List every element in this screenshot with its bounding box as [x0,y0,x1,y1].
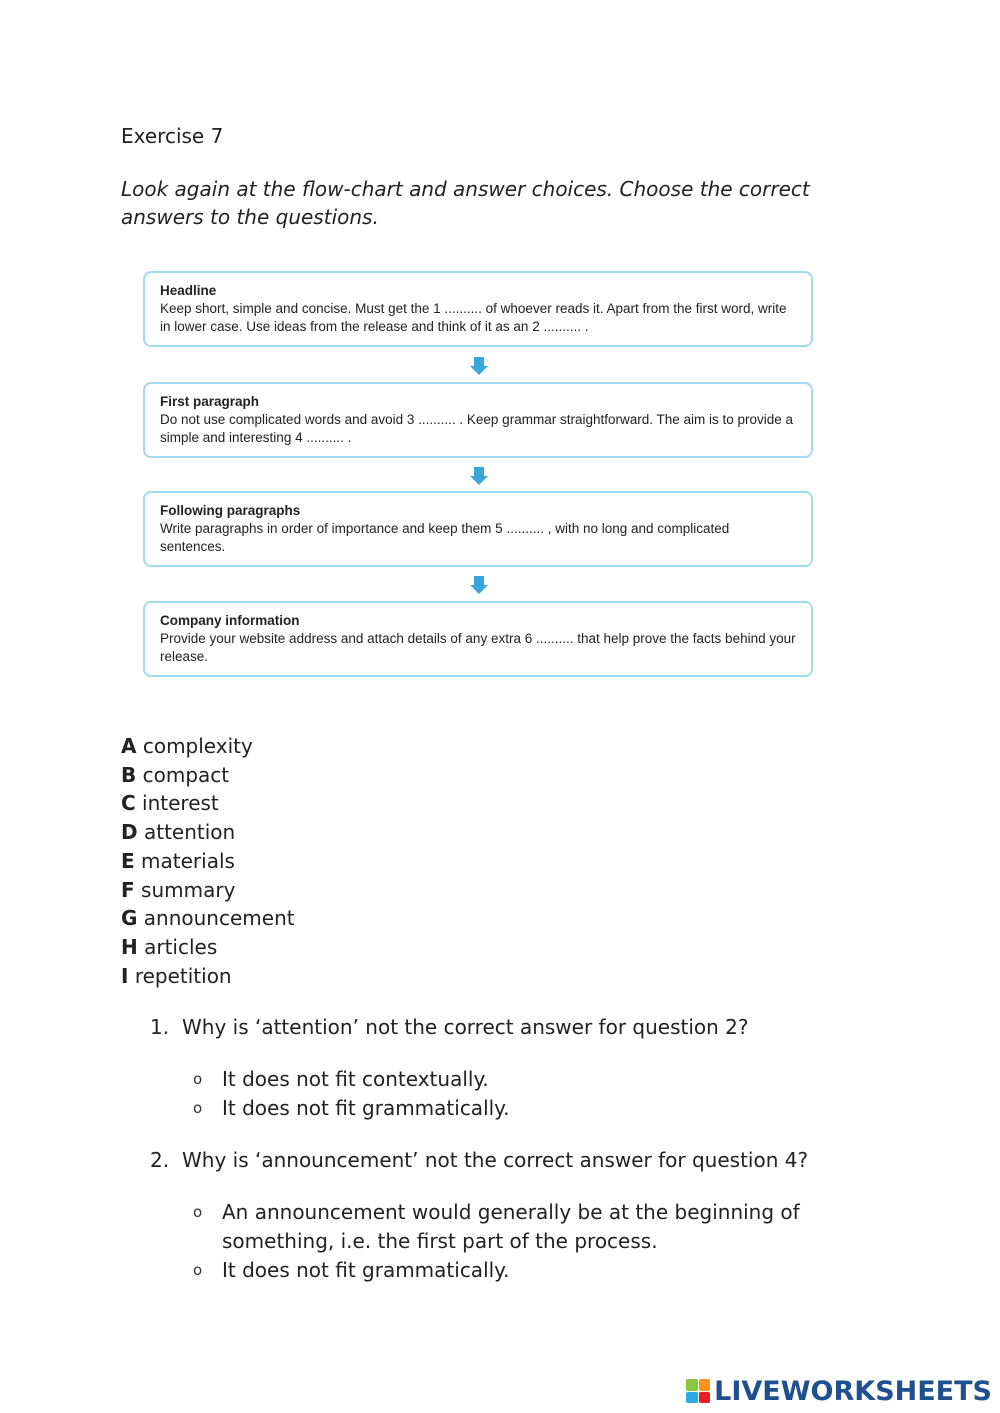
option-word: complexity [142,734,253,758]
flow-box-headline [143,271,813,347]
option-letter: A [121,734,137,758]
option-word: summary [141,877,236,902]
down-arrow-icon [469,356,489,376]
answer-choice[interactable] [193,1256,813,1285]
option-letter: G [121,906,138,931]
option-letter: F [121,877,135,902]
answer-text[interactable]: It does not fit grammatically. [222,1096,510,1120]
question-text: Why is ‘attention’ not the correct answer for question 2? [182,1015,749,1039]
answer-choice[interactable] [193,1094,813,1123]
question-number: 1. [150,1015,170,1039]
option-letter: E [121,848,135,873]
radio-bullet-icon[interactable]: o [193,1203,203,1221]
flow-box-title: Company information [160,613,300,628]
option-letter: H [121,934,138,959]
answer-text[interactable]: It does not fit grammatically. [222,1258,510,1282]
flow-box-following-paragraphs [143,491,813,567]
option-item [121,789,295,818]
option-word: compact [142,762,230,787]
option-item [121,732,295,761]
option-word: articles [144,934,218,959]
down-arrow-icon [469,466,489,486]
question-text: Why is ‘announcement’ not the correct answer for question 4? [182,1148,809,1172]
option-item [121,962,295,991]
answer-choice[interactable] [193,1198,813,1256]
option-letter: D [121,820,138,845]
flow-box-body: Provide your website address and attach details of any extra 6 .......... that help prove the facts behind your release. [160,631,796,664]
radio-bullet-icon[interactable]: o [193,1261,203,1279]
option-item [121,876,295,905]
answer-text[interactable]: An announcement would generally be at the beginning of something, i.e. the first part of the process. [222,1200,800,1253]
flow-box-title: Headline [160,283,217,298]
option-word: materials [141,848,235,873]
flow-box-body: Keep short, simple and concise. Must get the 1 .......... of whoever reads it. Apart from the first word, write in lower case. Use ideas from the release and think of it as an 2 .......... . [160,301,787,334]
radio-bullet-icon[interactable]: o [193,1099,203,1117]
answer-text[interactable]: It does not fit contextually. [222,1067,489,1091]
brand-name: LIVEWORKSHEETS [714,1375,992,1407]
option-item [121,904,295,933]
instructions: Look again at the flow-chart and answer choices. Choose the correct answers to the questions. [121,177,810,229]
option-letter: B [121,762,137,787]
option-letter: I [121,963,129,988]
option-word: announcement [143,906,295,931]
question-2 [150,1146,850,1175]
option-item [121,847,295,876]
radio-bullet-icon[interactable]: o [193,1070,203,1088]
flow-box-body: Do not use complicated words and avoid 3 .......... . Keep grammar straightforward. The aim is to provide a simple and interesting 4 .......... . [160,412,794,445]
flow-box-first-paragraph [143,382,813,458]
flow-box-title: First paragraph [160,394,260,409]
flow-box-body: Write paragraphs in order of importance and keep them 5 .......... , with no long and complicated sentences. [160,521,730,554]
exercise-title: Exercise 7 [121,124,224,148]
flow-box-title: Following paragraphs [160,503,301,518]
option-word: attention [143,820,236,845]
option-word: repetition [134,963,232,988]
flow-box-company-information [143,601,813,677]
question-1 [150,1013,850,1042]
option-item [121,761,295,790]
option-letter: C [121,791,136,816]
liveworksheets-logo[interactable] [686,1375,992,1407]
question-number: 2. [150,1148,170,1172]
option-item [121,933,295,962]
option-word: interest [142,791,219,816]
logo-mark-icon [686,1379,710,1403]
answer-options-list [121,732,295,990]
answer-choice[interactable] [193,1065,813,1094]
down-arrow-icon [469,575,489,595]
option-item [121,818,295,847]
